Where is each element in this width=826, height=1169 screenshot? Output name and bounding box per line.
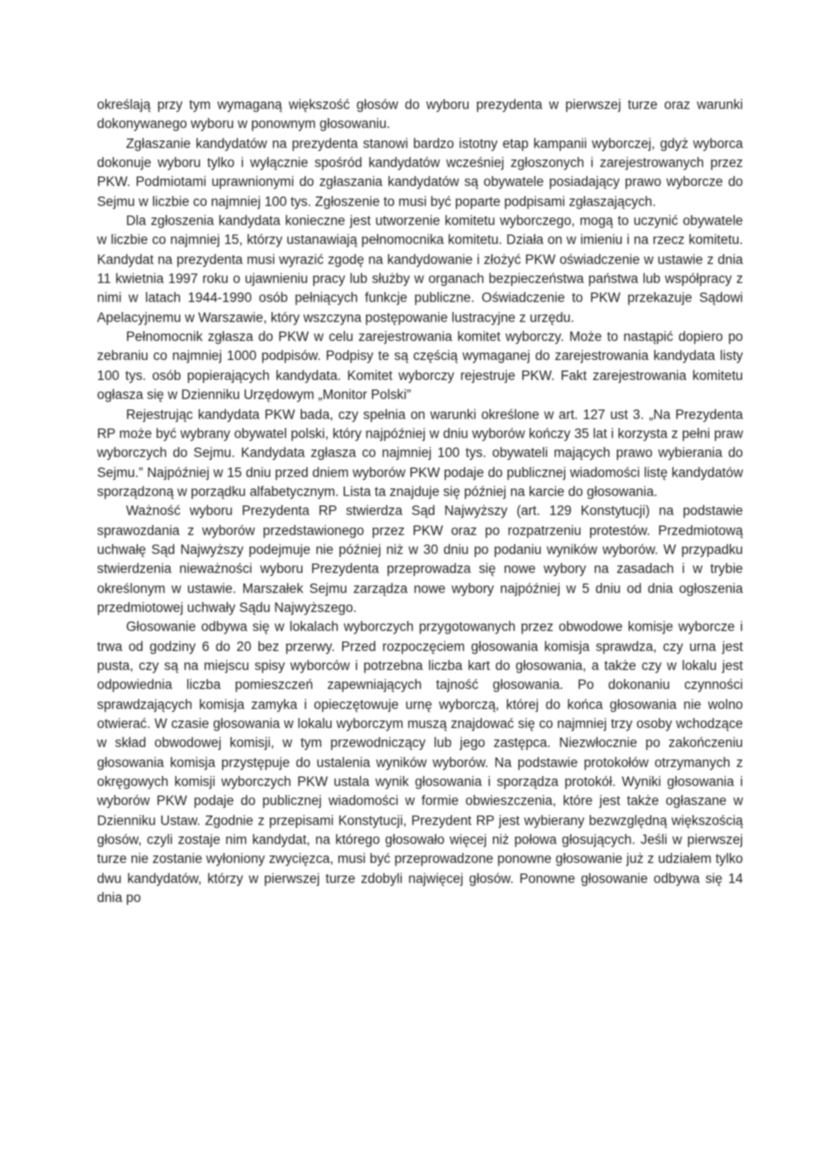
- paragraph-election-committee: Dla zgłoszenia kandydata konieczne jest utworzenie komitetu wyborczego, mogą to uczynić obywatele w liczbie co najmniej 15, którzy ustanawiają pełnomocnika komitetu. Działa on w imieniu i na rzecz komitetu. Kandydat na prezydenta musi wyrazić zgodę na kandydowanie i złożyć PKW oświadczenie w ustawie z dnia 11 kwietnia 1997 roku o ujawnieniu pracy lub służby w organach bezpieczeństwa państwa lub współpracy z nimi w latach 1944-1990 osób pełniących funkcje publiczne. Oświadczenie to PKW przekazuje Sądowi Apelacyjnemu w Warszawie, który wszczyna postępowanie lustracyjne z urzędu.: [97, 213, 743, 325]
- paragraph-continuation: określają przy tym wymaganą większość głosów do wyboru prezydenta w pierwszej turze oraz warunki dokonywanego wyboru w ponownym głosowaniu.: [97, 97, 743, 132]
- paragraph-committee-registration: Pełnomocnik zgłasza do PKW w celu zarejestrowania komitet wyborczy. Może to nastąpić dopiero po zebraniu co najmniej 1000 podpisów. Podpisy te są częścią wymaganej do zarejestrowania kandydata listy 100 tys. osób popierających kandydata. Komitet wyborczy rejestruje PKW. Fakt zarejestrowania komitetu ogłasza się w Dzienniku Urzędowym „Monitor Polski”: [97, 329, 743, 403]
- paragraph-candidate-registration-intro: Zgłaszanie kandydatów na prezydenta stanowi bardzo istotny etap kampanii wyborczej, gdyż wyborca dokonuje wyboru tylko i wyłącznie spośród kandydatów wcześniej zgłoszonych i zarejestrowanych przez PKW. Podmiotami uprawnionymi do zgłaszania kandydatów są obywatele posiadający prawo wyborcze do Sejmu w liczbie co najmniej 100 tys. Zgłoszenie to musi być poparte podpisami zgłaszających.: [97, 135, 743, 209]
- paragraph-voting-procedure: Głosowanie odbywa się w lokalach wyborczych przygotowanych przez obwodowe komisje wyborcze i trwa od godziny 6 do 20 bez przerwy. Przed rozpoczęciem głosowania komisja sprawdza, czy urna jest pusta, czy są na miejscu spisy wyborców i potrzebna liczba kart do głosowania, a także czy w lokalu jest odpowiednia liczba pomieszczeń zapewniających tajność głosowania. Po dokonaniu czynności sprawdzających komisja zamyka i opieczętowuje urnę wyborczą, której do końca głosowania nie wolno otwierać. W czasie głosowania w lokalu wyborczym muszą znajdować się co najmniej trzy osoby wchodzące w skład obwodowej komisji, w tym przewodniczący lub jego zastępca. Niezwłocznie po zakończeniu głosowania komisja przystępuje do ustalenia wyników wyborów. Na podstawie protokołów otrzymanych z okręgowych komisji wyborczych PKW ustala wynik głosowania i sporządza protokół. Wyniki głosowania i wyborów PKW podaje do publicznej wiadomości w formie obwieszczenia, które jest także ogłaszane w Dzienniku Ustaw. Zgodnie z przepisami Konstytucji, Prezydent RP jest wybierany bezwzględną większością głosów, czyli zostaje nim kandydat, na którego głosowało więcej niż połowa głosujących. Jeśli w pierwszej turze nie zostanie wyłoniony zwycięzca, musi być przeprowadzone ponowne głosowanie już z udziałem tylko dwu kandydatów, którzy w pierwszej turze zdobyli najwięcej głosów. Ponowne głosowanie odbywa się 14 dnia po: [97, 619, 743, 906]
- paragraph-election-validity: Ważność wyboru Prezydenta RP stwierdza Sąd Najwyższy (art. 129 Konstytucji) na podstawie sprawozdania z wyborów przedstawionego przez PKW oraz po rozpatrzeniu protestów. Przedmiotową uchwałę Sąd Najwyższy podejmuje nie później niż w 30 dniu po podaniu wyników wyborów. W przypadku stwierdzenia nieważności wyboru Prezydenta przeprowadza się nowe wybory na zasadach i w trybie określonym w ustawie. Marszałek Sejmu zarządza nowe wybory najpóźniej w 5 dniu od dnia ogłoszenia przedmiotowej uchwały Sądu Najwyższego.: [97, 503, 743, 615]
- paragraph-candidate-requirements: Rejestrując kandydata PKW bada, czy spełnia on warunki określone w art. 127 ust 3. „Na Prezydenta RP może być wybrany obywatel polski, który najpóźniej w dniu wyborów kończy 35 lat i korzysta z pełni praw wyborczych do Sejmu. Kandydata zgłasza co najmniej 100 tys. obywateli mających prawo wybierania do Sejmu.” Najpóźniej w 15 dniu przed dniem wyborów PKW podaje do publicznej wiadomości listę kandydatów sporządzoną w porządku alfabetycznym. Lista ta znajduje się później na karcie do głosowania.: [97, 406, 743, 499]
- document-text-block: [97, 95, 743, 907]
